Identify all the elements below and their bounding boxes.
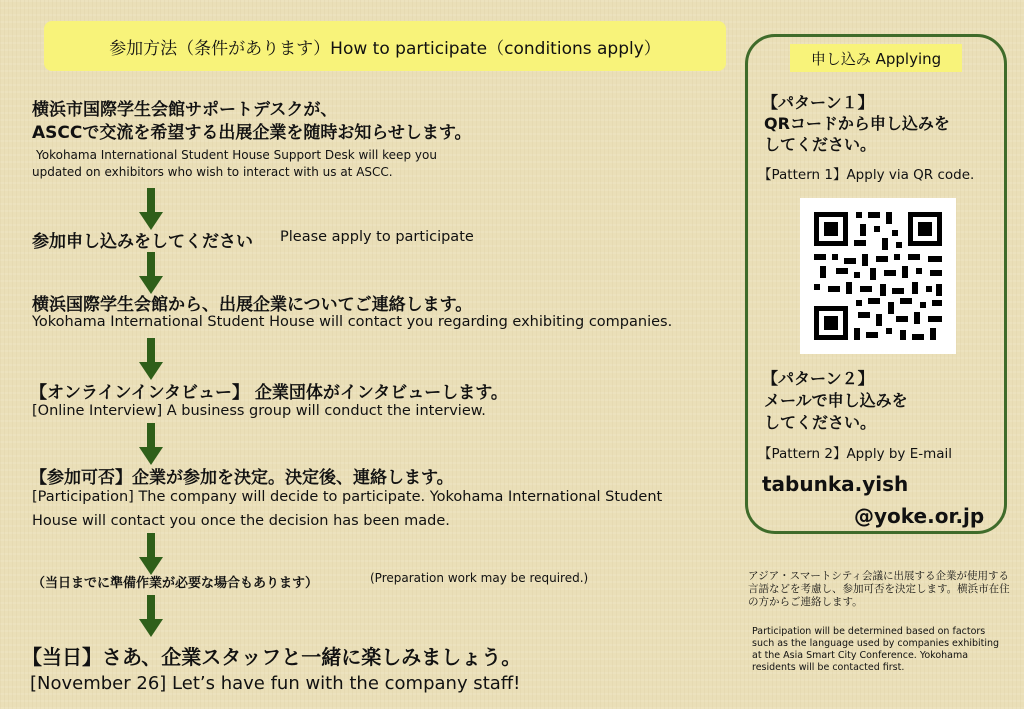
step5-jp: 【参加可否】企業が参加を決定。決定後、連絡します。 [30, 468, 454, 488]
flow-arrow-icon [139, 423, 163, 465]
step7-en: [November 26] Let’s have fun with the company staff! [30, 673, 521, 694]
applying-label-text: 申し込み Applying [810, 49, 942, 68]
note-jp: アジア・スマートシティ会議に出展する企業が使用する言語などを考慮し、参加可否を決定します。横浜市在住の方からご連絡します。 [748, 570, 1010, 608]
email-line1[interactable]: tabunka.yish [762, 472, 909, 496]
flow-arrow-icon [139, 595, 163, 637]
note-en: Participation will be determined based on factors such as the language used by companies exhibiting at the Asia Smart City Conference. Yokohama residents will be contacted first. [752, 626, 1000, 673]
pattern2-jp-line1: メールで申し込みを [764, 391, 908, 410]
email-line2[interactable]: @yoke.or.jp [854, 504, 985, 528]
step1-en-line1: Yokohama International Student House Support Desk will keep you [36, 148, 437, 162]
step3-en: Yokohama International Student House will contact you regarding exhibiting companies. [32, 314, 673, 330]
page-title-banner [44, 21, 726, 71]
step4-en: [Online Interview] A business group will conduct the interview. [32, 403, 486, 419]
step7-jp: 【当日】さあ、企業スタッフと一緒に楽しみましょう。 [22, 645, 522, 669]
flow-arrow-icon [139, 252, 163, 294]
step1-jp-line2: ASCCで交流を希望する出展企業を随時お知らせします。 [32, 123, 472, 143]
page-title: 参加方法（条件があります）How to participate（conditions apply） [109, 38, 661, 59]
pattern1-jp-line2: してください。 [764, 135, 877, 154]
step1-en-line2: updated on exhibitors who wish to interact with us at ASCC. [32, 165, 393, 179]
pattern1-jp-line1: QRコードから申し込みを [764, 114, 950, 133]
step5-en-line2: House will contact you once the decision has been made. [32, 513, 450, 529]
flow-arrow-icon [139, 338, 163, 380]
step2-jp: 参加申し込みをしてください [32, 232, 253, 252]
pattern2-title: 【パターン２】 [762, 369, 874, 388]
pattern1-en: 【Pattern 1】Apply via QR code. [758, 167, 975, 183]
qr-code-icon[interactable] [800, 198, 956, 354]
step1-jp-line1: 横浜市国際学生会館サポートデスクが、 [32, 100, 338, 120]
step2-en: Please apply to participate [280, 229, 474, 245]
applying-label [790, 44, 962, 72]
pattern2-jp-line2: してください。 [764, 413, 877, 432]
step5-en-line1: [Participation] The company will decide to participate. Yokohama International Student [32, 489, 663, 505]
flow-arrow-icon [139, 533, 163, 575]
step6-en: (Preparation work may be required.) [370, 571, 589, 585]
step6-jp: （当日までに準備作業が必要な場合もあります） [32, 576, 319, 591]
step4-jp: 【オンラインインタビュー】 企業団体がインタビューします。 [30, 383, 508, 403]
pattern2-en: 【Pattern 2】Apply by E-mail [758, 446, 953, 462]
flow-arrow-icon [139, 188, 163, 230]
qr-code-graphic [800, 198, 956, 354]
step3-jp: 横浜国際学生会館から、出展企業についてご連絡します。 [32, 295, 473, 315]
pattern1-title: 【パターン１】 [762, 93, 874, 112]
